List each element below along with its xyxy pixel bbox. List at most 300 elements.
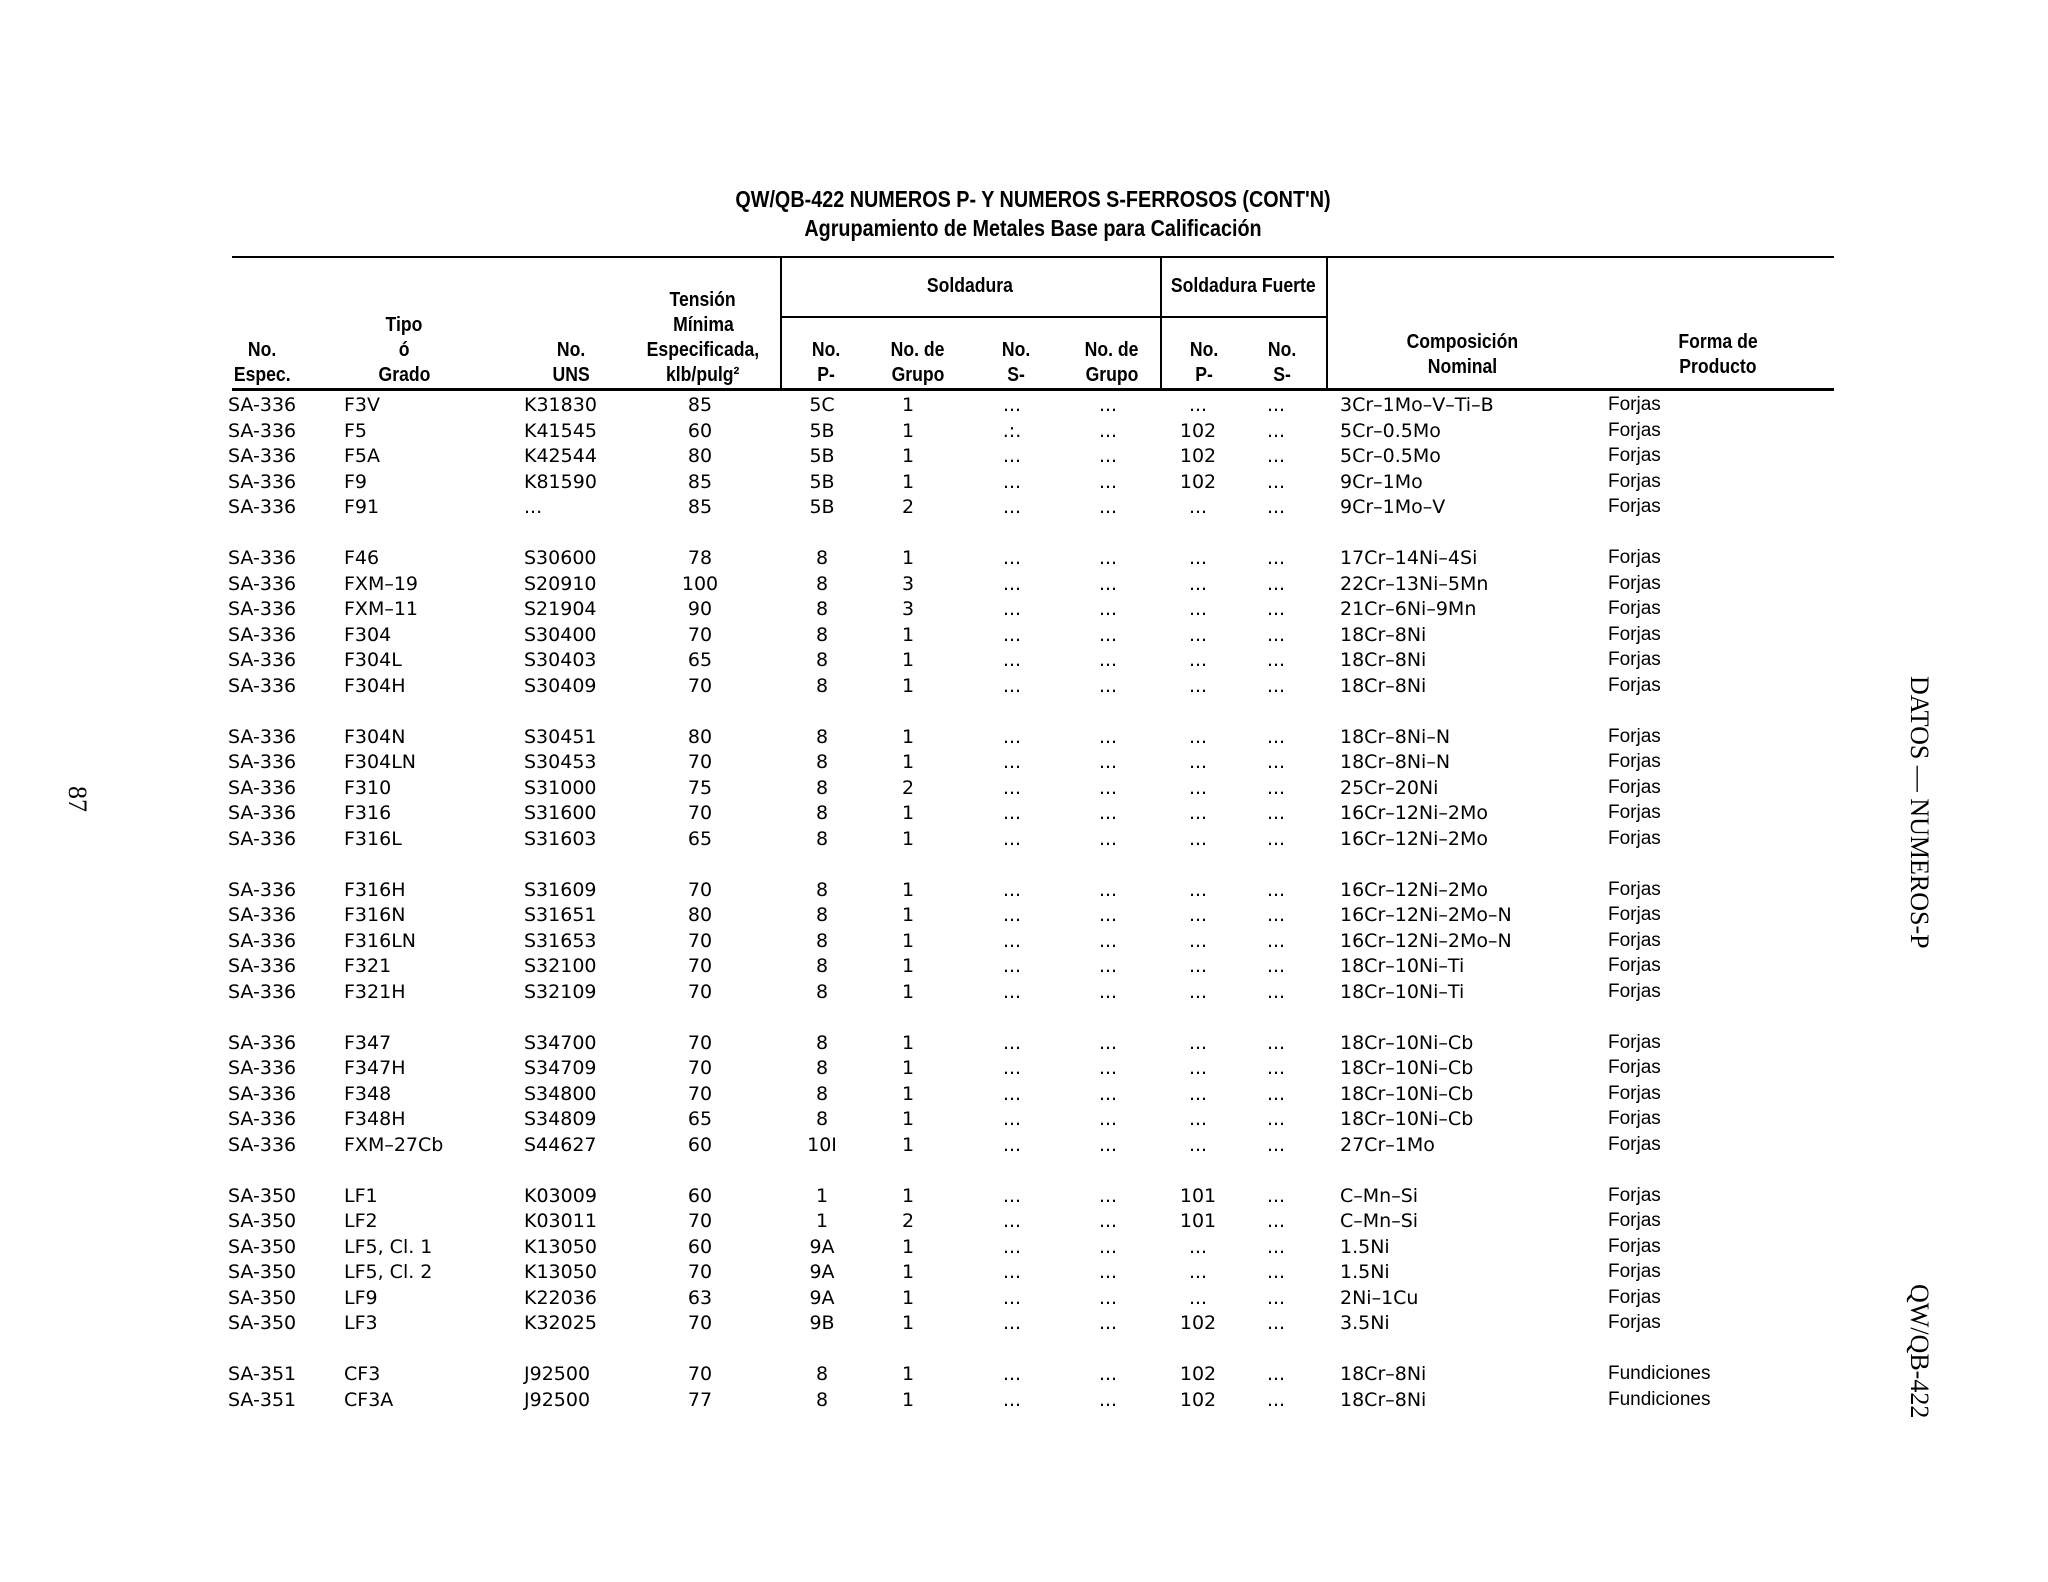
cell-brazing-p: 102 bbox=[1179, 419, 1217, 442]
cell-composition: 16Cr–12Ni–2Mo–N bbox=[1340, 904, 1512, 926]
cell-spec: SA-336 bbox=[228, 929, 297, 952]
cell-brazing-p: ... bbox=[1188, 547, 1208, 569]
cell-s-number: ... bbox=[1002, 929, 1022, 952]
cell-s-number: ... bbox=[1002, 1108, 1022, 1130]
cell-s-number: ... bbox=[1002, 1312, 1022, 1334]
cell-composition: 18Cr–8Ni bbox=[1340, 623, 1427, 646]
cell-brazing-s: ... bbox=[1266, 1057, 1286, 1079]
cell-brazing-p: ... bbox=[1188, 598, 1208, 620]
cell-grade: F348H bbox=[344, 1108, 406, 1130]
cell-p-number: 8 bbox=[815, 980, 829, 1003]
cell-brazing-p: ... bbox=[1188, 1057, 1208, 1079]
cell-brazing-p: ... bbox=[1188, 1261, 1208, 1283]
header-grade-line: Tipo bbox=[385, 314, 423, 336]
cell-p-number: 8 bbox=[815, 1082, 829, 1105]
cell-p-number: 5B bbox=[809, 496, 835, 518]
cell-form: Forjas bbox=[1608, 1184, 1661, 1206]
cell-p-group: 1 bbox=[901, 470, 915, 493]
cell-p-group: 1 bbox=[901, 929, 915, 952]
cell-form: Forjas bbox=[1608, 496, 1661, 517]
cell-composition: 9Cr–1Mo–V bbox=[1340, 496, 1446, 518]
cell-uns: S21904 bbox=[524, 598, 597, 620]
cell-p-number: 8 bbox=[815, 955, 829, 977]
cell-spec: SA-336 bbox=[228, 496, 297, 518]
cell-uns: K42544 bbox=[524, 445, 597, 467]
cell-p-group: 1 bbox=[901, 725, 915, 748]
cell-s-group: ... bbox=[1098, 674, 1118, 697]
cell-uns: K81590 bbox=[524, 470, 597, 493]
cell-brazing-s: ... bbox=[1266, 598, 1286, 620]
cell-brazing-s: ... bbox=[1266, 1210, 1286, 1232]
cell-uns: S20910 bbox=[524, 572, 597, 595]
cell-composition: 18Cr–8Ni bbox=[1340, 1388, 1427, 1411]
cell-p-number: 8 bbox=[815, 1363, 829, 1385]
cell-uns: S30451 bbox=[524, 725, 597, 748]
cell-grade: LF5, Cl. 2 bbox=[344, 1261, 433, 1283]
cell-s-number: ... bbox=[1002, 751, 1022, 773]
header-spec-line: Espec. bbox=[233, 364, 291, 386]
cell-form: Forjas bbox=[1608, 470, 1661, 492]
cell-tensile: 70 bbox=[687, 1057, 713, 1079]
cell-tensile: 70 bbox=[687, 674, 713, 697]
cell-form: Forjas bbox=[1608, 980, 1661, 1002]
cell-composition: 22Cr–13Ni–5Mn bbox=[1340, 572, 1489, 595]
cell-uns: S30400 bbox=[524, 623, 597, 646]
cell-uns: S34809 bbox=[524, 1108, 597, 1130]
cell-spec: SA-350 bbox=[228, 1210, 297, 1232]
cell-s-group: ... bbox=[1098, 623, 1118, 646]
cell-tensile: 70 bbox=[687, 1031, 713, 1054]
cell-form: Forjas bbox=[1608, 929, 1661, 951]
cell-grade: LF5, Cl. 1 bbox=[344, 1235, 433, 1258]
cell-brazing-s: ... bbox=[1266, 547, 1286, 569]
cell-brazing-s: ... bbox=[1266, 572, 1286, 595]
cell-s-number: ... bbox=[1002, 547, 1022, 569]
cell-p-number: 5C bbox=[809, 394, 835, 416]
cell-s-number: ... bbox=[1002, 878, 1022, 901]
cell-p-number: 8 bbox=[815, 776, 829, 799]
cell-brazing-p: ... bbox=[1188, 1286, 1208, 1309]
cell-s-group: ... bbox=[1098, 598, 1118, 620]
cell-p-group: 1 bbox=[901, 419, 915, 442]
header-tensile-line: Tensión bbox=[669, 289, 737, 311]
cell-tensile: 77 bbox=[687, 1388, 713, 1411]
cell-p-group: 1 bbox=[901, 445, 915, 467]
cell-brazing-s: ... bbox=[1266, 419, 1286, 442]
cell-s-group: ... bbox=[1098, 878, 1118, 901]
cell-s-number: ... bbox=[1002, 1286, 1022, 1309]
cell-spec: SA-336 bbox=[228, 598, 297, 620]
cell-p-group: 1 bbox=[901, 674, 915, 697]
cell-grade: F321 bbox=[344, 955, 392, 977]
cell-spec: SA-336 bbox=[228, 394, 297, 416]
cell-p-number: 8 bbox=[815, 802, 829, 824]
cell-composition: 25Cr–20Ni bbox=[1340, 776, 1439, 799]
cell-s-number: ... bbox=[1002, 980, 1022, 1003]
cell-brazing-s: ... bbox=[1266, 674, 1286, 697]
cell-brazing-s: ... bbox=[1266, 776, 1286, 799]
cell-grade: F304L bbox=[344, 649, 402, 671]
cell-p-group: 1 bbox=[901, 649, 915, 671]
cell-p-number: 5B bbox=[809, 470, 835, 493]
cell-p-number: 8 bbox=[815, 904, 829, 926]
cell-s-number: ... bbox=[1002, 827, 1022, 850]
cell-brazing-s: ... bbox=[1266, 904, 1286, 926]
cell-brazing-p: ... bbox=[1188, 878, 1208, 901]
cell-p-group: 1 bbox=[901, 1184, 915, 1207]
header-tensile-line: klb/pulg² bbox=[666, 364, 740, 386]
header-w-p-line: No. bbox=[811, 339, 841, 361]
cell-tensile: 70 bbox=[687, 1210, 713, 1232]
cell-spec: SA-336 bbox=[228, 445, 297, 467]
cell-p-number: 5B bbox=[809, 419, 835, 442]
cell-composition: 18Cr–8Ni bbox=[1340, 1363, 1427, 1385]
header-grade-line: ó bbox=[398, 339, 410, 361]
cell-p-group: 1 bbox=[901, 904, 915, 926]
cell-spec: SA-336 bbox=[228, 623, 297, 646]
cell-form: Forjas bbox=[1608, 776, 1661, 798]
cell-uns: K03009 bbox=[524, 1184, 597, 1207]
cell-s-number: ... bbox=[1002, 802, 1022, 824]
header-welding-group: Soldadura bbox=[926, 275, 1014, 297]
cell-form: Forjas bbox=[1608, 1210, 1661, 1231]
cell-brazing-s: ... bbox=[1266, 496, 1286, 518]
cell-brazing-s: ... bbox=[1266, 1363, 1286, 1385]
cell-p-group: 1 bbox=[901, 878, 915, 901]
header-tensile-line: Mínima bbox=[672, 314, 734, 336]
cell-form: Forjas bbox=[1608, 1082, 1661, 1104]
cell-brazing-p: ... bbox=[1188, 394, 1208, 416]
header-uns-line: No. bbox=[556, 339, 586, 361]
cell-s-group: ... bbox=[1098, 1108, 1118, 1130]
cell-composition: 16Cr–12Ni–2Mo–N bbox=[1340, 929, 1512, 952]
cell-spec: SA-350 bbox=[228, 1261, 297, 1283]
header-w-sg-line: Grupo bbox=[1085, 364, 1139, 386]
header-w-s-line: S- bbox=[1007, 364, 1025, 386]
cell-spec: SA-336 bbox=[228, 547, 297, 569]
cell-grade: CF3A bbox=[344, 1388, 394, 1411]
cell-brazing-p: ... bbox=[1188, 1082, 1208, 1105]
cell-p-group: 1 bbox=[901, 802, 915, 824]
cell-p-group: 1 bbox=[901, 827, 915, 850]
cell-spec: SA-350 bbox=[228, 1235, 297, 1258]
cell-s-group: ... bbox=[1098, 1261, 1118, 1283]
cell-brazing-s: ... bbox=[1266, 1108, 1286, 1130]
cell-form: Forjas bbox=[1608, 955, 1661, 976]
cell-composition: 1.5Ni bbox=[1340, 1235, 1390, 1258]
header-bottom-rule bbox=[232, 388, 1834, 391]
cell-p-group: 1 bbox=[901, 1082, 915, 1105]
cell-p-number: 8 bbox=[815, 674, 829, 697]
cell-p-group: 1 bbox=[901, 623, 915, 646]
page-subtitle: Agrupamiento de Metales Base para Calificación bbox=[804, 215, 1262, 241]
cell-brazing-s: ... bbox=[1266, 1286, 1286, 1309]
cell-s-group: ... bbox=[1098, 1031, 1118, 1054]
cell-uns: S31653 bbox=[524, 929, 597, 952]
cell-composition: C–Mn–Si bbox=[1340, 1210, 1419, 1232]
cell-brazing-s: ... bbox=[1266, 878, 1286, 901]
cell-brazing-p: ... bbox=[1188, 649, 1208, 671]
cell-uns: K32025 bbox=[524, 1312, 597, 1334]
cell-s-group: ... bbox=[1098, 1184, 1118, 1207]
cell-p-number: 8 bbox=[815, 929, 829, 952]
soldadura-rule bbox=[782, 316, 1328, 318]
cell-composition: 5Cr–0.5Mo bbox=[1340, 445, 1441, 467]
cell-s-number: ... bbox=[1002, 1235, 1022, 1258]
cell-form: Forjas bbox=[1608, 827, 1661, 849]
cell-form: Fundiciones bbox=[1608, 1363, 1711, 1384]
cell-brazing-p: ... bbox=[1188, 1235, 1208, 1258]
cell-form: Forjas bbox=[1608, 572, 1661, 594]
cell-p-group: 1 bbox=[901, 980, 915, 1003]
cell-brazing-p: ... bbox=[1188, 496, 1208, 518]
cell-tensile: 60 bbox=[687, 419, 713, 442]
cell-composition: 27Cr–1Mo bbox=[1340, 1133, 1435, 1156]
cell-p-group: 1 bbox=[901, 1235, 915, 1258]
cell-tensile: 70 bbox=[687, 878, 713, 901]
cell-p-group: 2 bbox=[901, 496, 915, 518]
cell-tensile: 65 bbox=[687, 649, 713, 671]
cell-s-number: ... bbox=[1002, 1057, 1022, 1079]
cell-s-group: ... bbox=[1098, 572, 1118, 595]
cell-p-group: 1 bbox=[901, 751, 915, 773]
cell-form: Forjas bbox=[1608, 547, 1661, 568]
cell-spec: SA-336 bbox=[228, 980, 297, 1003]
header-w-s-line: No. bbox=[1001, 339, 1031, 361]
cell-p-number: 8 bbox=[815, 598, 829, 620]
cell-composition: 3.5Ni bbox=[1340, 1312, 1390, 1334]
header-form bbox=[1618, 330, 1818, 380]
cell-brazing-s: ... bbox=[1266, 980, 1286, 1003]
cell-brazing-s: ... bbox=[1266, 394, 1286, 416]
cell-s-number: ... bbox=[1002, 1184, 1022, 1207]
cell-brazing-p: ... bbox=[1188, 929, 1208, 952]
cell-p-number: 5B bbox=[809, 445, 835, 467]
cell-uns: S30403 bbox=[524, 649, 597, 671]
cell-p-number: 8 bbox=[815, 878, 829, 901]
cell-grade: LF9 bbox=[344, 1286, 378, 1309]
cell-s-group: ... bbox=[1098, 1312, 1118, 1334]
cell-form: Forjas bbox=[1608, 751, 1661, 772]
cell-tensile: 75 bbox=[687, 776, 713, 799]
cell-uns: S34800 bbox=[524, 1082, 597, 1105]
cell-s-group: ... bbox=[1098, 445, 1118, 467]
cell-grade: F304H bbox=[344, 674, 406, 697]
cell-tensile: 70 bbox=[687, 980, 713, 1003]
cell-grade: FXM–11 bbox=[344, 598, 419, 620]
cell-form: Forjas bbox=[1608, 878, 1661, 900]
cell-form: Forjas bbox=[1608, 649, 1661, 670]
cell-grade: F3V bbox=[344, 394, 381, 416]
cell-composition: C–Mn–Si bbox=[1340, 1184, 1419, 1207]
cell-brazing-p: ... bbox=[1188, 751, 1208, 773]
cell-brazing-s: ... bbox=[1266, 649, 1286, 671]
cell-brazing-p: ... bbox=[1188, 1133, 1208, 1156]
cell-spec: SA-336 bbox=[228, 1031, 297, 1054]
cell-tensile: 100 bbox=[681, 572, 719, 595]
cell-tensile: 60 bbox=[687, 1235, 713, 1258]
cell-brazing-p: ... bbox=[1188, 1031, 1208, 1054]
cell-s-number: ... bbox=[1002, 598, 1022, 620]
cell-brazing-s: ... bbox=[1266, 955, 1286, 977]
cell-brazing-s: ... bbox=[1266, 1312, 1286, 1334]
cell-grade: F304 bbox=[344, 623, 392, 646]
cell-spec: SA-336 bbox=[228, 955, 297, 977]
cell-uns: S30600 bbox=[524, 547, 597, 569]
cell-s-group: ... bbox=[1098, 1388, 1118, 1411]
cell-grade: FXM–27Cb bbox=[344, 1133, 444, 1156]
cell-grade: F348 bbox=[344, 1082, 392, 1105]
cell-tensile: 70 bbox=[687, 1363, 713, 1385]
cell-p-number: 8 bbox=[815, 1388, 829, 1411]
header-composition-line: Nominal bbox=[1427, 356, 1497, 378]
cell-brazing-s: ... bbox=[1266, 929, 1286, 952]
cell-tensile: 90 bbox=[687, 598, 713, 620]
header-grade-line: Grado bbox=[378, 364, 430, 386]
cell-form: Forjas bbox=[1608, 904, 1661, 925]
cell-brazing-p: 102 bbox=[1179, 470, 1217, 493]
cell-spec: SA-336 bbox=[228, 904, 297, 926]
cell-form: Forjas bbox=[1608, 445, 1661, 466]
cell-s-group: ... bbox=[1098, 419, 1118, 442]
cell-composition: 5Cr–0.5Mo bbox=[1340, 419, 1441, 442]
cell-uns: S31603 bbox=[524, 827, 597, 850]
cell-brazing-s: ... bbox=[1266, 1235, 1286, 1258]
cell-composition: 17Cr–14Ni–4Si bbox=[1340, 547, 1478, 569]
cell-s-group: ... bbox=[1098, 929, 1118, 952]
cell-uns: S31651 bbox=[524, 904, 597, 926]
cell-tensile: 70 bbox=[687, 623, 713, 646]
cell-composition: 18Cr–10Ni–Ti bbox=[1340, 980, 1465, 1003]
cell-p-group: 1 bbox=[901, 1133, 915, 1156]
cell-grade: F347 bbox=[344, 1031, 392, 1054]
cell-brazing-p: 102 bbox=[1179, 1312, 1217, 1334]
cell-brazing-p: ... bbox=[1188, 1108, 1208, 1130]
cell-uns: S30409 bbox=[524, 674, 597, 697]
cell-s-group: ... bbox=[1098, 725, 1118, 748]
cell-s-group: ... bbox=[1098, 802, 1118, 824]
cell-s-number: ... bbox=[1002, 1082, 1022, 1105]
cell-brazing-s: ... bbox=[1266, 827, 1286, 850]
cell-brazing-p: 102 bbox=[1179, 1363, 1217, 1385]
cell-brazing-s: ... bbox=[1266, 802, 1286, 824]
cell-grade: LF3 bbox=[344, 1312, 378, 1334]
header-composition-line: Composición bbox=[1406, 331, 1518, 353]
cell-brazing-s: ... bbox=[1266, 725, 1286, 748]
cell-s-group: ... bbox=[1098, 904, 1118, 926]
cell-uns: S31000 bbox=[524, 776, 597, 799]
header-tensile-line: Especificada, bbox=[646, 339, 760, 361]
cell-p-group: 1 bbox=[901, 1312, 915, 1334]
page-number: 87 bbox=[63, 786, 92, 812]
header-w-sg-line: No. de bbox=[1085, 339, 1139, 361]
cell-s-number: ... bbox=[1002, 623, 1022, 646]
cell-brazing-p: ... bbox=[1188, 955, 1208, 977]
cell-form: Forjas bbox=[1608, 725, 1661, 747]
cell-brazing-p: ... bbox=[1188, 623, 1208, 646]
cell-tensile: 70 bbox=[687, 802, 713, 824]
cell-composition: 18Cr–10Ni–Cb bbox=[1340, 1031, 1474, 1054]
cell-form: Forjas bbox=[1608, 623, 1661, 645]
cell-p-group: 1 bbox=[901, 547, 915, 569]
cell-brazing-p: 101 bbox=[1179, 1210, 1217, 1232]
cell-uns: J92500 bbox=[524, 1363, 591, 1385]
cell-p-group: 1 bbox=[901, 1388, 915, 1411]
cell-spec: SA-336 bbox=[228, 419, 297, 442]
cell-s-number: ... bbox=[1002, 674, 1022, 697]
cell-spec: SA-336 bbox=[228, 802, 297, 824]
cell-spec: SA-336 bbox=[228, 776, 297, 799]
header-uns-line: UNS bbox=[552, 364, 590, 386]
cell-brazing-p: ... bbox=[1188, 802, 1208, 824]
cell-spec: SA-336 bbox=[228, 1057, 297, 1079]
cell-p-group: 1 bbox=[901, 1286, 915, 1309]
cell-uns: S34700 bbox=[524, 1031, 597, 1054]
cell-s-group: ... bbox=[1098, 955, 1118, 977]
cell-s-number: ... bbox=[1002, 572, 1022, 595]
cell-brazing-p: ... bbox=[1188, 827, 1208, 850]
cell-s-group: ... bbox=[1098, 980, 1118, 1003]
side-label-datos: DATOS — NUMEROS-P bbox=[1905, 676, 1934, 949]
cell-s-number: ... bbox=[1002, 1363, 1022, 1385]
cell-p-number: 9A bbox=[809, 1286, 835, 1309]
cell-s-group: ... bbox=[1098, 470, 1118, 493]
cell-p-number: 9A bbox=[809, 1235, 835, 1258]
cell-tensile: 60 bbox=[687, 1133, 713, 1156]
cell-s-number: ... bbox=[1002, 496, 1022, 518]
cell-p-group: 2 bbox=[901, 1210, 915, 1232]
cell-grade: LF1 bbox=[344, 1184, 378, 1207]
cell-form: Forjas bbox=[1608, 1235, 1661, 1257]
cell-spec: SA-350 bbox=[228, 1312, 297, 1334]
cell-s-group: ... bbox=[1098, 1082, 1118, 1105]
cell-p-number: 8 bbox=[815, 547, 829, 569]
cell-spec: SA-336 bbox=[228, 1082, 297, 1105]
header-b-s-line: No. bbox=[1267, 339, 1297, 361]
cell-tensile: 63 bbox=[687, 1286, 713, 1309]
cell-composition: 1.5Ni bbox=[1340, 1261, 1390, 1283]
cell-brazing-p: ... bbox=[1188, 980, 1208, 1003]
cell-uns: S30453 bbox=[524, 751, 597, 773]
cell-brazing-s: ... bbox=[1266, 1184, 1286, 1207]
cell-p-group: 1 bbox=[901, 394, 915, 416]
cell-p-number: 9B bbox=[809, 1312, 835, 1334]
cell-uns: K41545 bbox=[524, 419, 597, 442]
cell-grade: FXM–19 bbox=[344, 572, 419, 595]
table-top-rule bbox=[232, 256, 1834, 258]
cell-spec: SA-351 bbox=[228, 1363, 297, 1385]
cell-p-group: 3 bbox=[901, 572, 915, 595]
side-label-section: QW/QB-422 bbox=[1905, 1284, 1934, 1419]
cell-p-group: 2 bbox=[901, 776, 915, 799]
cell-s-group: ... bbox=[1098, 1133, 1118, 1156]
cell-brazing-p: ... bbox=[1188, 725, 1208, 748]
header-w-p-line: P- bbox=[817, 364, 835, 386]
cell-composition: 18Cr–10Ni–Cb bbox=[1340, 1082, 1474, 1105]
cell-tensile: 85 bbox=[687, 496, 713, 518]
cell-s-group: ... bbox=[1098, 1235, 1118, 1258]
cell-uns: K31830 bbox=[524, 394, 597, 416]
cell-grade: F316H bbox=[344, 878, 406, 901]
header-spec-line: No. bbox=[247, 339, 277, 361]
cell-p-number: 8 bbox=[815, 827, 829, 850]
cell-spec: SA-336 bbox=[228, 572, 297, 595]
cell-composition: 18Cr–8Ni–N bbox=[1340, 751, 1451, 773]
cell-grade: F347H bbox=[344, 1057, 406, 1079]
cell-brazing-s: ... bbox=[1266, 470, 1286, 493]
cell-s-group: ... bbox=[1098, 751, 1118, 773]
cell-uns: S32109 bbox=[524, 980, 597, 1003]
